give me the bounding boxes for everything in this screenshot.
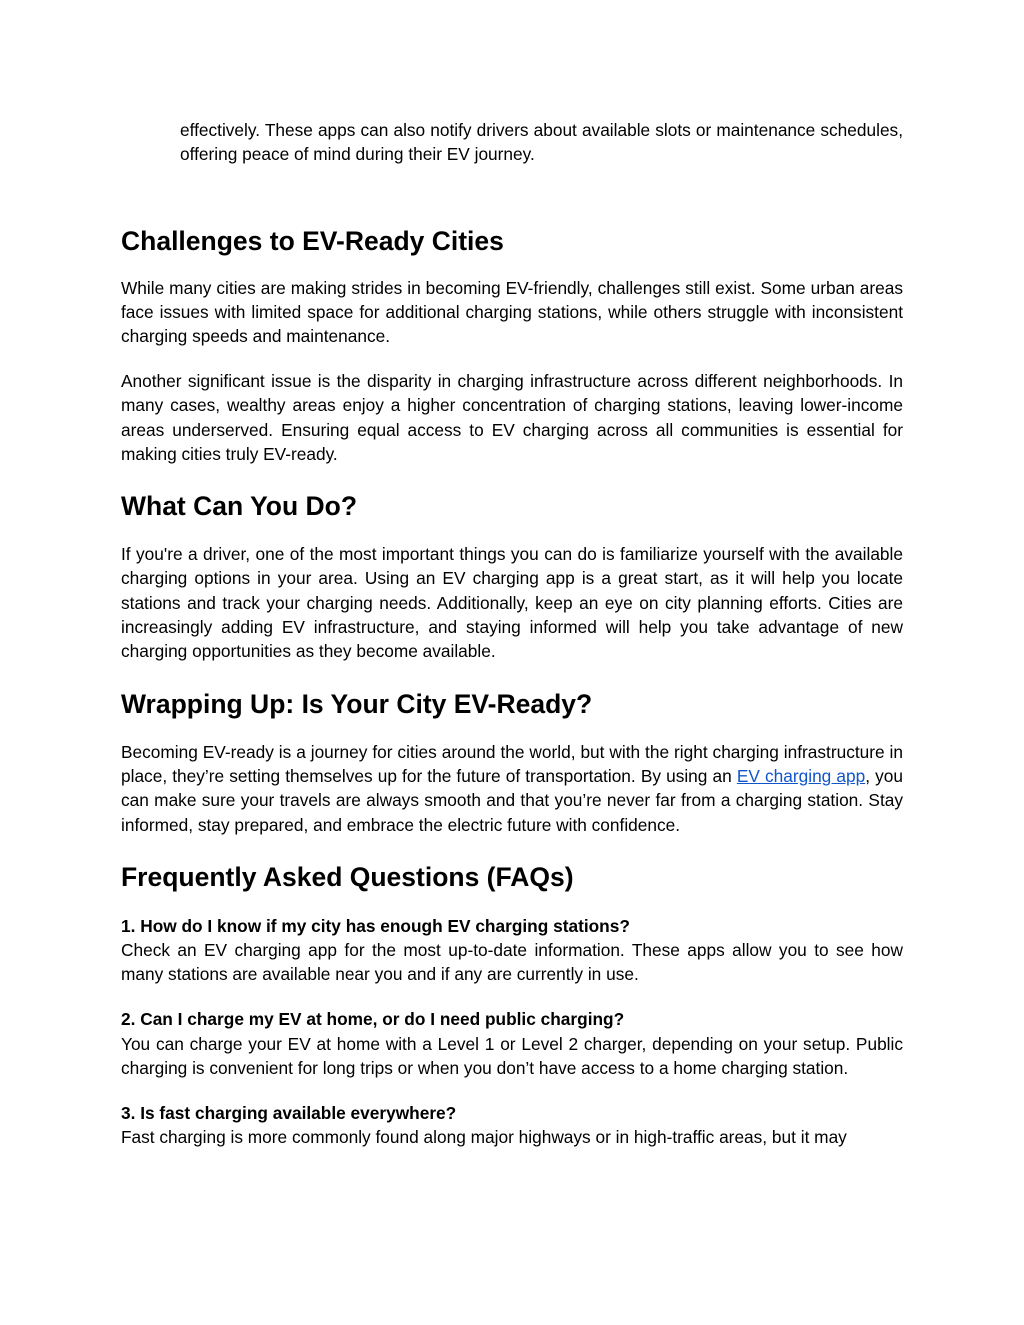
faq-question-1: 1. How do I know if my city has enough EV charging stations? [121,915,630,936]
intro-tail-paragraph: effectively. These apps can also notify drivers about available slots or maintenance schedules, offering peace of mind during their EV journey. [180,120,903,165]
wrapping-up-text-before: Becoming EV-ready is a journey for cities around the world, but with the right charging infrastructure in place, they’re setting themselves up for the future of transportation. By using an [121,741,903,786]
challenges-paragraph-2: Another significant issue is the disparity in charging infrastructure across different neighborhoods. In many cases, wealthy areas enjoy a higher concentration of charging stations, leaving lower-income areas underserved. Ensuring equal access to EV charging across all communities is essential for making cities truly EV-ready. [121,370,903,464]
wrapping-up-text-after: , you can make sure your travels are always smooth and that you’re never far from a charging station. Stay informed, stay prepared, and embrace the electric future with confidence. [121,765,904,835]
challenges-heading: Challenges to EV-Ready Cities [121,225,504,256]
faq-item [121,1007,903,1080]
what-can-you-do-paragraph: If you're a driver, one of the most important things you can do is familiarize yourself with the available charging options in your area. Using an EV charging app is a great start, as it will help you locate stations and track your charging needs. Additionally, keep an eye on city planning efforts. Cities are increasingly adding EV infrastructure, and staying informed will help you take advantage of new charging opportunities as they become available. [121,544,903,662]
wrapping-up-heading: Wrapping Up: Is Your City EV-Ready? [121,688,593,719]
faq-question-2: 2. Can I charge my EV at home, or do I need public charging? [121,1009,625,1030]
faq-answer-3: Fast charging is more commonly found along major highways or in high-traffic areas, but it may [121,1126,847,1147]
document-page [121,118,903,1149]
faq-item [121,1101,903,1150]
faq-answer-1: Check an EV charging app for the most up-to-date information. These apps allow you to see how many stations are available near you and if any are currently in use. [121,940,903,985]
faq-question-3: 3. Is fast charging available everywhere? [121,1102,457,1123]
faqs-heading: Frequently Asked Questions (FAQs) [121,861,574,892]
wrapping-up-paragraph [121,740,903,837]
faq-answer-2: You can charge your EV at home with a Level 1 or Level 2 charger, depending on your setup. Public charging is convenient for long trips or when you don’t have access to a home charging station. [121,1033,903,1078]
what-can-you-do-heading: What Can You Do? [121,491,358,522]
faq-item [121,914,903,987]
ev-charging-app-link[interactable]: EV charging app [736,765,866,786]
challenges-paragraph-1: While many cities are making strides in becoming EV-friendly, challenges still exist. Some urban areas face issues with limited space for additional charging stations, while others struggle with inconsistent charging speeds and maintenance. [121,277,903,347]
